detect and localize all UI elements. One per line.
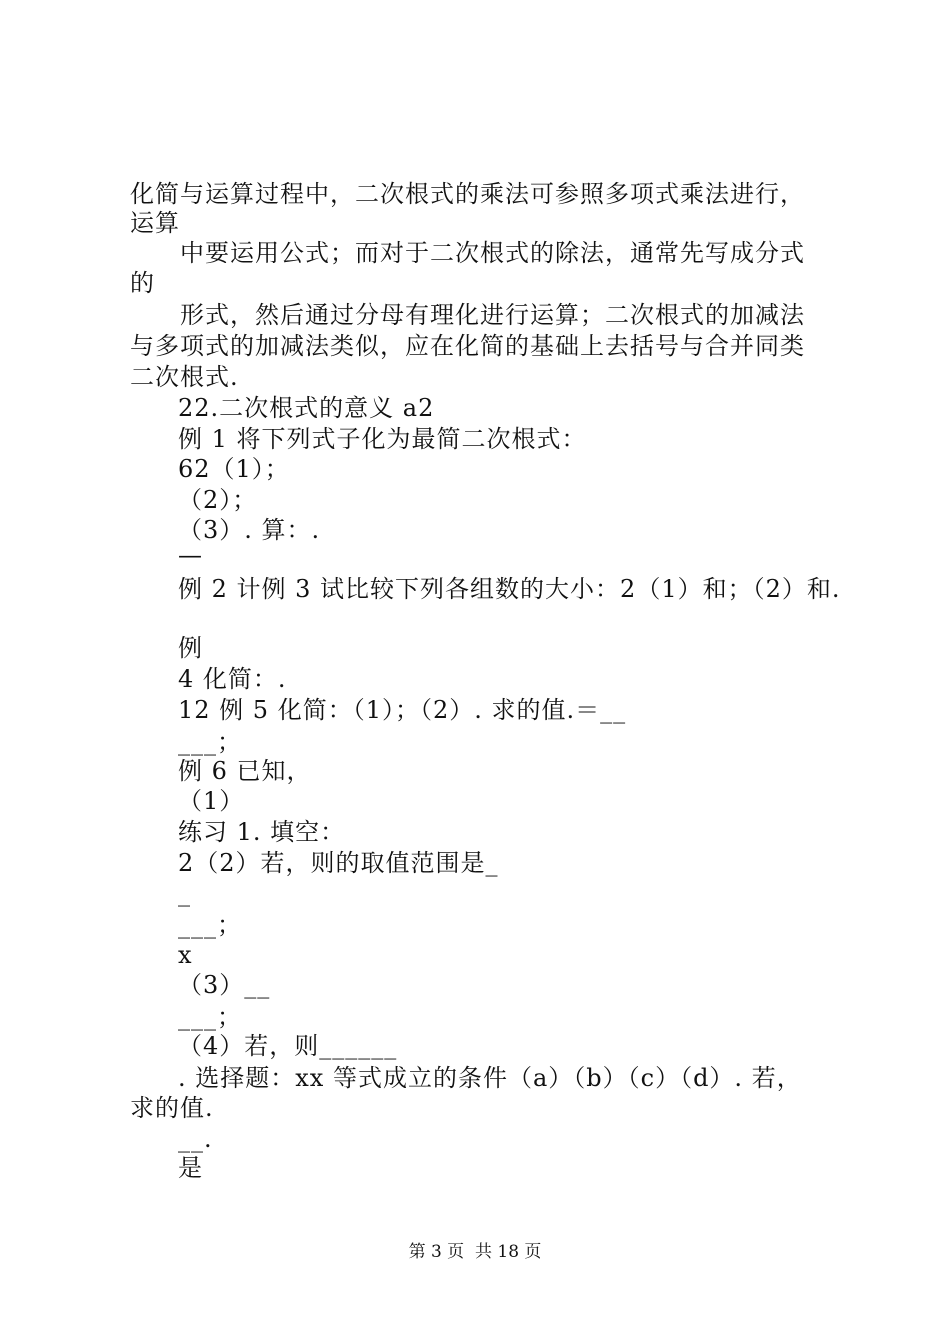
text-line-13: — (178, 541, 203, 569)
text-line-27: ___； (178, 1003, 242, 1031)
text-line-31: __. (178, 1125, 213, 1153)
text-line-1: 化简与运算过程中，二次根式的乘法可参照多项式乘法进行， (130, 180, 805, 208)
text-line-21: 练习 1. 填空： (178, 818, 346, 846)
text-line-24: ___； (178, 911, 242, 939)
text-line-6: 与多项式的加减法类似，应在化简的基础上去括号与合并同类 (130, 332, 805, 360)
text-line-16: 4 化简：. (178, 665, 287, 693)
text-line-5: 形式，然后通过分母有理化进行运算；二次根式的加减法 (180, 301, 805, 329)
text-line-10: 62（1）； (178, 455, 290, 483)
text-line-12: （3）. 算：. (178, 516, 321, 544)
text-line-17: 12 例 5 化简：（1）；（2）. 求的值.＝__ (178, 696, 627, 724)
page-footer: 第 3 页 共 18 页 (408, 1242, 542, 1262)
text-line-30: 求的值. (130, 1094, 214, 1122)
text-line-22: 2（2）若，则的取值范围是_ (178, 849, 499, 877)
text-line-18: ___； (178, 728, 242, 756)
text-line-3: 中要运用公式；而对于二次根式的除法，通常先写成分式 (180, 239, 805, 267)
text-line-25: x (178, 941, 193, 969)
text-line-9: 例 1 将下列式子化为最简二次根式： (178, 425, 587, 453)
text-line-4: 的 (130, 269, 155, 297)
text-line-8: 22.二次根式的意义 a2 (178, 394, 435, 422)
text-line-28: （4）若，则______ (178, 1032, 398, 1060)
text-line-26: （3）__ (178, 971, 271, 999)
text-line-11: （2）； (178, 486, 258, 514)
text-line-32: 是 (178, 1154, 203, 1182)
text-line-23: _ (178, 879, 191, 907)
text-line-29: . 选择题：xx 等式成立的条件（a）（b）（c）（d）. 若， (178, 1064, 802, 1092)
text-line-15: 例 (178, 634, 203, 662)
text-line-7: 二次根式. (130, 363, 239, 391)
text-line-14: 例 2 计例 3 试比较下列各组数的大小：2（1）和；（2）和. (178, 575, 841, 603)
text-line-2: 运算 (130, 209, 180, 237)
text-line-20: （1） (178, 787, 245, 815)
text-line-19: 例 6 已知， (178, 757, 312, 785)
